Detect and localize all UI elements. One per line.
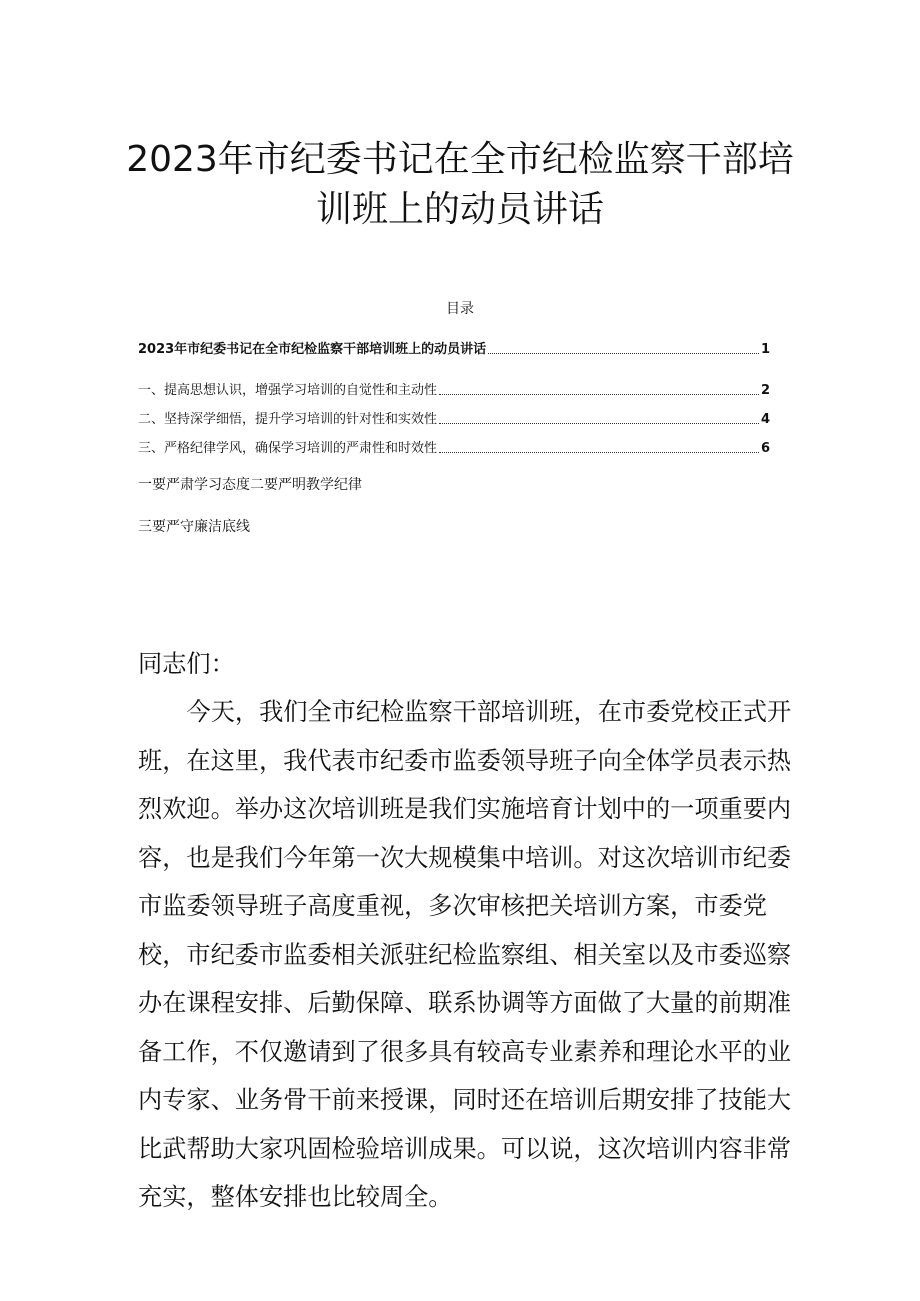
toc-leader-dots (439, 394, 759, 395)
toc-entry-text: 二、坚持深学细悟，提升学习培训的针对性和实效性 (138, 412, 438, 427)
toc-heading: 目录 (446, 301, 474, 317)
toc-entry[interactable] (138, 340, 770, 360)
speech-paragraph: 今天，我们全市纪检监察干部培训班，在市委党校正式开班，在这里，我代表市纪委市监委领导班子向全体学员表示热烈欢迎。举办这次培训班是我们实施培育计划中的一项重要内容，也是我们今年第一次大规模集中培训。对这次培训市纪委市监委领导班子高度重视，多次审核把关培训方案，市委党校，市纪委市监委相关派驻纪检监察组、相关室以及市委巡察办在课程安排、后勤保障、联系协调等方面做了大量的前期准备工作，不仅邀请到了很多具有较高专业素养和理论水平的业内专家、业务骨干前来授课，同时还在培训后期安排了技能大比武帮助大家巩固检验培训成果。可以说，这次培训内容非常充实，整体安排也比较周全。 (138, 698, 792, 1211)
toc-extra-line: 三要严守廉洁底线 (138, 519, 250, 535)
toc-entry-page: 6 (760, 441, 770, 456)
toc-leader-dots (439, 423, 759, 424)
document-title-line-1: 2023年市纪委书记在全市纪检监察干部培 (126, 139, 794, 180)
toc-leader-dots (488, 353, 759, 354)
toc-extra-line: 一要严肃学习态度二要严明教学纪律 (138, 477, 362, 493)
speech-greeting: 同志们： (138, 650, 235, 678)
toc-entry-page: 1 (760, 342, 770, 357)
document-title-line-2: 训班上的动员讲话 (315, 189, 604, 230)
toc-entry-text: 2023年市纪委书记在全市纪检监察干部培训班上的动员讲话 (138, 342, 487, 357)
toc-entry[interactable] (138, 410, 770, 430)
toc-entry-page: 4 (760, 412, 770, 427)
toc-entry-page: 2 (760, 383, 770, 398)
toc-entry-text: 一、提高思想认识，增强学习培训的自觉性和主动性 (138, 383, 438, 398)
toc-entry[interactable] (138, 439, 770, 459)
toc-entry-text: 三、严格纪律学风，确保学习培训的严肃性和时效性 (138, 441, 438, 456)
toc-leader-dots (439, 452, 759, 453)
toc-entry[interactable] (138, 381, 770, 401)
